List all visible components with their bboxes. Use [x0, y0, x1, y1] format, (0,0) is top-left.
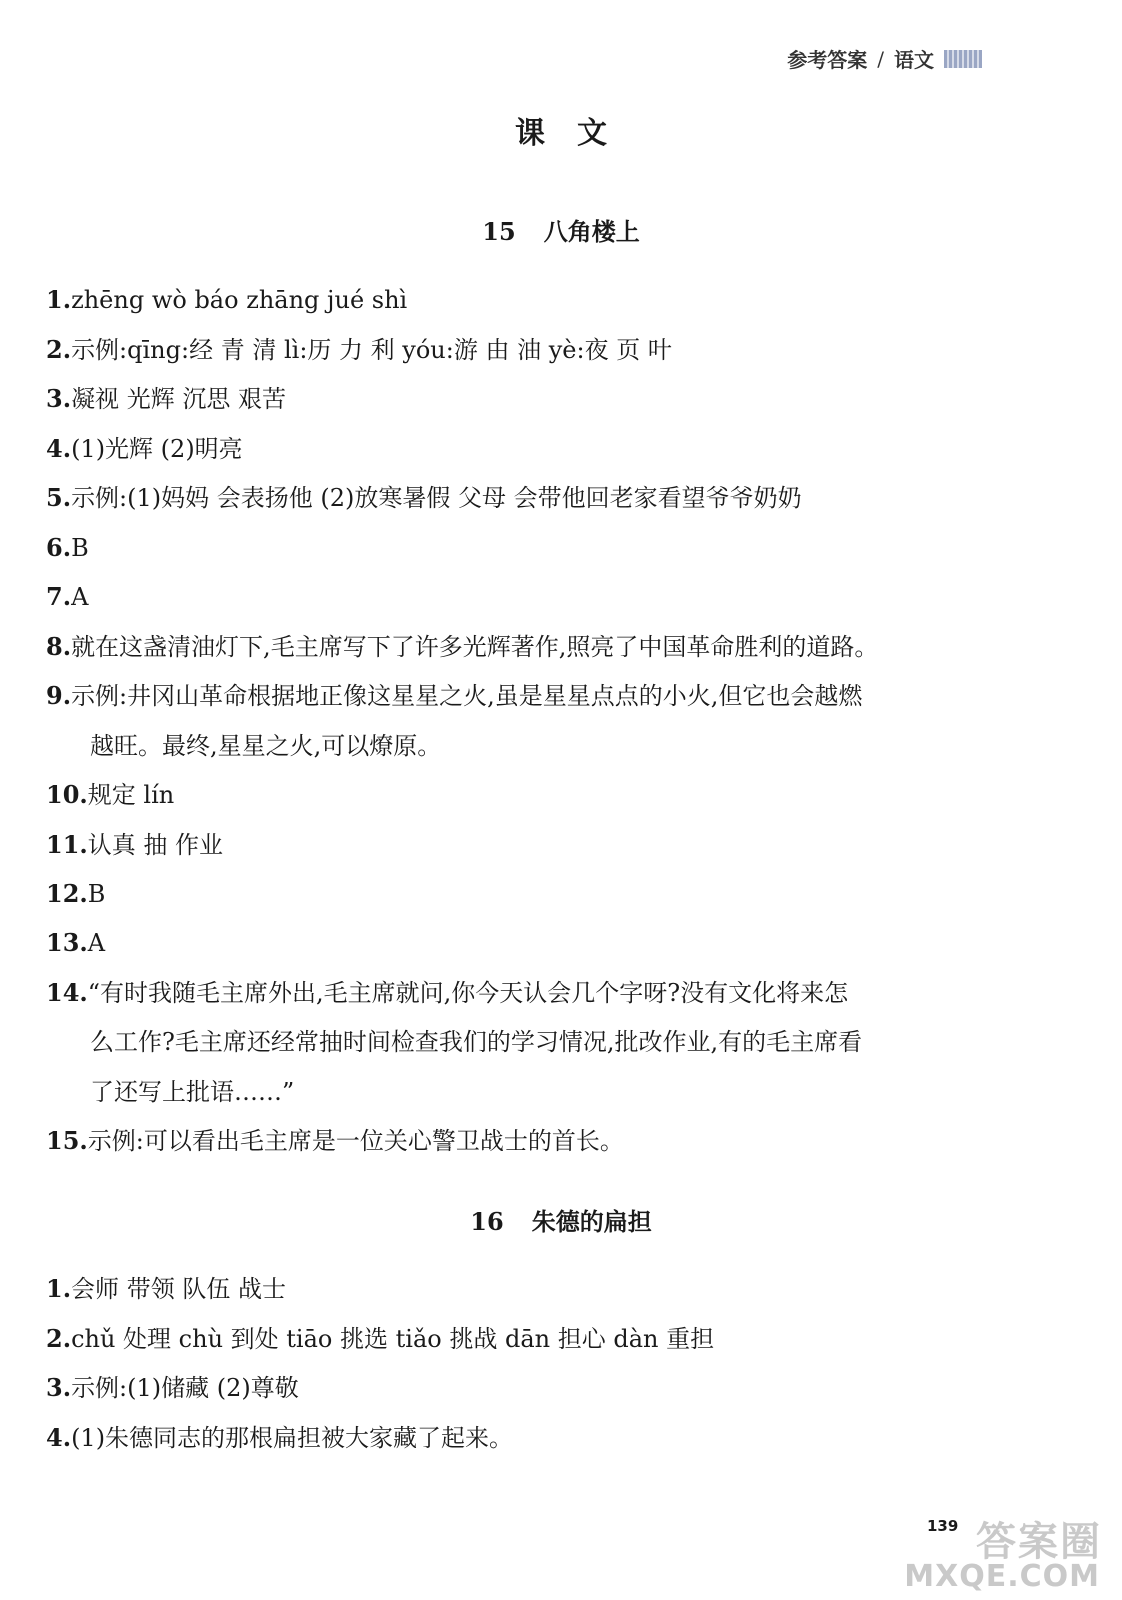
watermark-text: 答案圈	[976, 1519, 1102, 1565]
answer-line: 13.A	[46, 928, 106, 957]
page-title: 课文	[515, 116, 639, 151]
section-number: 15	[482, 217, 516, 246]
answer-line: 5.示例:(1)妈妈 会表扬他 (2)放寒暑假 父母 会带他回老家看望爷爷奶奶	[46, 483, 802, 512]
answer-line: 7.A	[46, 582, 89, 611]
answer-line: 1.zhēng wò báo zhāng jué shì	[46, 285, 408, 314]
subject-label: 语文	[894, 48, 934, 72]
answer-line: 1.会师 带领 队伍 战士	[46, 1274, 286, 1303]
answer-line: 3.凝视 光辉 沉思 艰苦	[46, 384, 286, 413]
running-header	[787, 44, 982, 73]
answer-label: 参考答案	[787, 48, 868, 72]
answer-line: 11.认真 抽 作业	[46, 830, 224, 859]
section-number: 16	[470, 1207, 504, 1236]
answer-line: 14.“有时我随毛主席外出,毛主席就问,你今天认会几个字呀?没有文化将来怎	[46, 978, 849, 1007]
header-separator: /	[877, 46, 884, 71]
answer-line: 2.chǔ 处理 chù 到处 tiāo 挑选 tiǎo 挑战 dān 担心 dàn 重担	[46, 1324, 715, 1353]
section-title-15	[0, 212, 1122, 247]
header-decoration-icon	[944, 50, 982, 68]
watermark-url: MXQE.COM	[904, 1559, 1100, 1594]
section-title-16	[0, 1202, 1122, 1237]
answer-line-continued: 了还写上批语……”	[90, 1078, 295, 1106]
section-name: 八角楼上	[543, 217, 640, 246]
answer-line: 8.就在这盏清油灯下,毛主席写下了许多光辉著作,照亮了中国革命胜利的道路。	[46, 632, 879, 661]
answer-line: 3.示例:(1)储藏 (2)尊敬	[46, 1373, 299, 1402]
answer-line: 6.B	[46, 533, 89, 562]
answer-line: 15.示例:可以看出毛主席是一位关心警卫战士的首长。	[46, 1126, 624, 1155]
answer-line-continued: 越旺。最终,星星之火,可以燎原。	[90, 732, 442, 760]
answer-line: 9.示例:井冈山革命根据地正像这星星之火,虽是星星点点的小火,但它也会越燃	[46, 681, 863, 710]
answer-line: 4.(1)光辉 (2)明亮	[46, 434, 243, 463]
section-name: 朱德的扁担	[531, 1207, 652, 1236]
page-number: 139	[927, 1517, 959, 1535]
answer-line-continued: 么工作?毛主席还经常抽时间检查我们的学习情况,批改作业,有的毛主席看	[90, 1028, 863, 1056]
watermark-logo	[904, 1510, 1110, 1598]
answer-line: 2.示例:qīng:经 青 清 lì:历 力 利 yóu:游 由 油 yè:夜 页 叶	[46, 335, 672, 364]
answer-line: 4.(1)朱德同志的那根扁担被大家藏了起来。	[46, 1423, 514, 1452]
answer-line: 12.B	[46, 879, 106, 908]
answer-line: 10.规定 lín	[46, 780, 175, 809]
